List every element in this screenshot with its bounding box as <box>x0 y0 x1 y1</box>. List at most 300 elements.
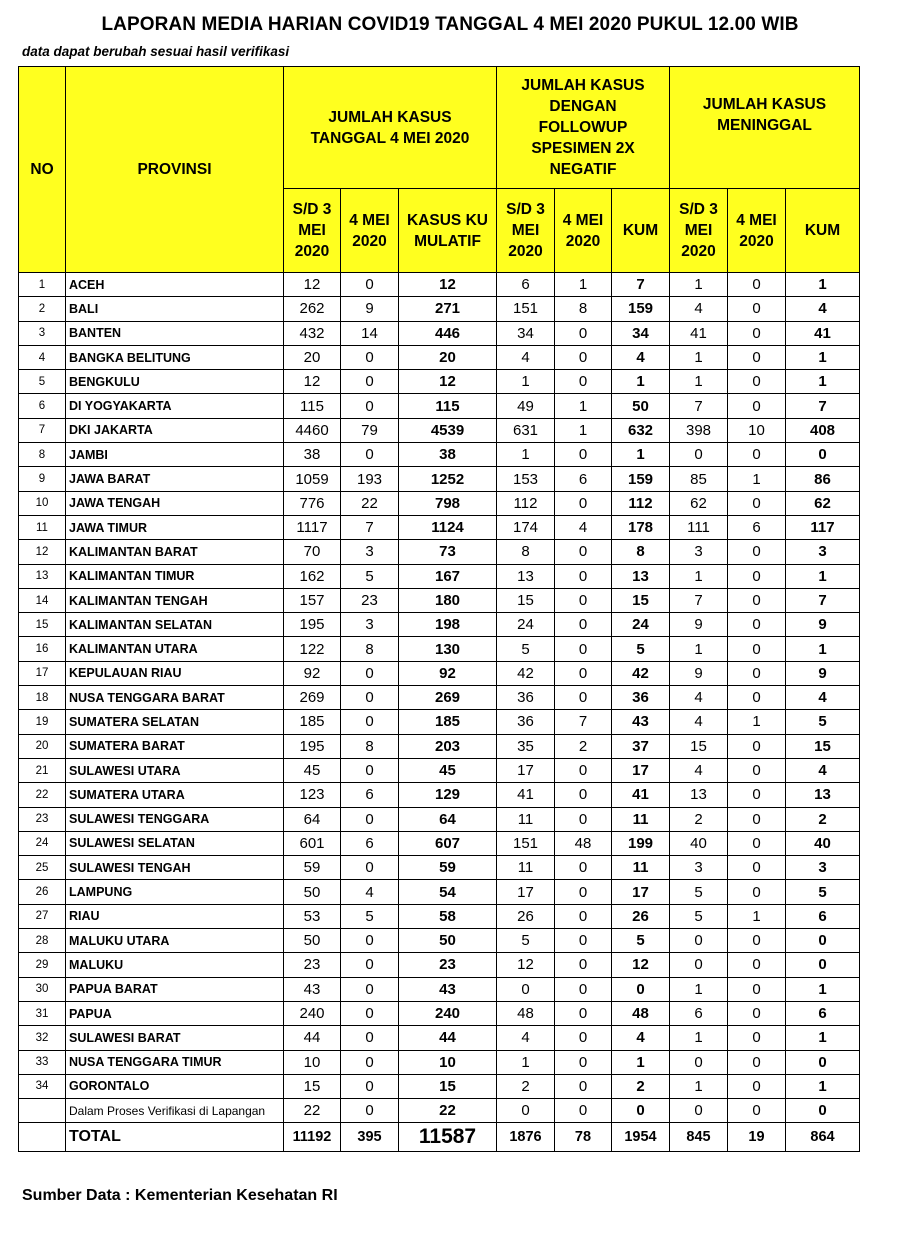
value-cell: 5 <box>670 904 728 928</box>
value-cell: 15 <box>786 734 860 758</box>
value-cell: 0 <box>341 273 399 297</box>
value-cell: 11 <box>612 856 670 880</box>
value-cell: 86 <box>786 467 860 491</box>
covid-report-table <box>18 66 860 1152</box>
value-cell: 23 <box>341 588 399 612</box>
value-cell: 0 <box>728 1074 786 1098</box>
value-cell: 632 <box>612 418 670 442</box>
header-mei4-deaths: 4 MEI 2020 <box>728 189 786 273</box>
subtitle-note: data dapat berubah sesuai hasil verifikasi <box>22 44 290 59</box>
province-name: GORONTALO <box>66 1074 284 1098</box>
value-cell: 0 <box>728 540 786 564</box>
province-name: MALUKU <box>66 953 284 977</box>
value-cell: 1 <box>786 977 860 1001</box>
value-cell: 4 <box>497 1026 555 1050</box>
row-number: 5 <box>19 370 66 394</box>
value-cell: 0 <box>670 1099 728 1123</box>
value-cell: 0 <box>728 880 786 904</box>
value-cell: 4 <box>555 515 612 539</box>
value-cell: 0 <box>555 540 612 564</box>
value-cell: 17 <box>612 758 670 782</box>
value-cell: 0 <box>786 1099 860 1123</box>
value-cell: 1 <box>670 1074 728 1098</box>
value-cell: 42 <box>497 661 555 685</box>
header-provinsi: PROVINSI <box>66 67 284 273</box>
value-cell: 0 <box>555 1050 612 1074</box>
value-cell: 8 <box>497 540 555 564</box>
province-name: JAWA BARAT <box>66 467 284 491</box>
value-cell: 112 <box>497 491 555 515</box>
value-cell: 7 <box>786 394 860 418</box>
header-kumulatif-cases: KASUS KUMULATIF <box>399 189 497 273</box>
value-cell: 2 <box>555 734 612 758</box>
value-cell: 0 <box>728 1001 786 1025</box>
value-cell: 22 <box>341 491 399 515</box>
value-cell: 1 <box>670 345 728 369</box>
value-cell: 0 <box>670 929 728 953</box>
table-row <box>19 515 860 539</box>
value-cell: 198 <box>399 613 497 637</box>
table-row <box>19 491 860 515</box>
value-cell: 0 <box>555 807 612 831</box>
value-cell: 12 <box>497 953 555 977</box>
value-cell: 203 <box>399 734 497 758</box>
value-cell: 269 <box>399 686 497 710</box>
value-cell: 193 <box>341 467 399 491</box>
value-cell: 1 <box>670 564 728 588</box>
value-cell: 11 <box>612 807 670 831</box>
value-cell: 17 <box>612 880 670 904</box>
value-cell: 0 <box>728 783 786 807</box>
header-no: NO <box>19 67 66 273</box>
value-cell: 36 <box>612 686 670 710</box>
province-name: BALI <box>66 297 284 321</box>
value-cell: 180 <box>399 588 497 612</box>
value-cell: 174 <box>497 515 555 539</box>
value-cell: 40 <box>786 831 860 855</box>
value-cell: 64 <box>284 807 341 831</box>
table-row <box>19 661 860 685</box>
table-row <box>19 1026 860 1050</box>
value-cell: 0 <box>786 929 860 953</box>
row-number: 30 <box>19 977 66 1001</box>
value-cell: 0 <box>555 929 612 953</box>
row-number: 2 <box>19 297 66 321</box>
value-cell: 4 <box>612 345 670 369</box>
value-cell: 4 <box>670 758 728 782</box>
value-cell: 1 <box>786 637 860 661</box>
value-cell: 38 <box>284 443 341 467</box>
value-cell: 0 <box>728 491 786 515</box>
value-cell: 0 <box>497 977 555 1001</box>
value-cell: 0 <box>341 977 399 1001</box>
province-name: ACEH <box>66 273 284 297</box>
value-cell: 1 <box>670 273 728 297</box>
total-label: TOTAL <box>66 1123 284 1152</box>
value-cell: 195 <box>284 613 341 637</box>
value-cell: 0 <box>728 661 786 685</box>
value-cell: 4 <box>497 345 555 369</box>
value-cell: 398 <box>670 418 728 442</box>
value-cell: 6 <box>555 467 612 491</box>
value-cell: 0 <box>728 1026 786 1050</box>
value-cell: 0 <box>670 443 728 467</box>
value-cell: 4 <box>670 686 728 710</box>
value-cell: 10 <box>399 1050 497 1074</box>
value-cell: 8 <box>555 297 612 321</box>
value-cell: 0 <box>341 710 399 734</box>
value-cell: 159 <box>612 467 670 491</box>
table-row <box>19 880 860 904</box>
table-row <box>19 977 860 1001</box>
value-cell: 22 <box>399 1099 497 1123</box>
value-cell: 1 <box>670 1026 728 1050</box>
value-cell: 1 <box>728 710 786 734</box>
value-cell: 0 <box>341 929 399 953</box>
value-cell: 85 <box>670 467 728 491</box>
value-cell: 10 <box>728 418 786 442</box>
value-cell: 50 <box>284 880 341 904</box>
province-name: SULAWESI TENGAH <box>66 856 284 880</box>
value-cell: 0 <box>341 1001 399 1025</box>
row-number: 6 <box>19 394 66 418</box>
province-name: DKI JAKARTA <box>66 418 284 442</box>
province-name: PAPUA BARAT <box>66 977 284 1001</box>
value-cell: 13 <box>670 783 728 807</box>
value-cell: 14 <box>341 321 399 345</box>
value-cell: 1 <box>786 564 860 588</box>
row-number: 16 <box>19 637 66 661</box>
value-cell: 0 <box>341 370 399 394</box>
value-cell: 42 <box>612 661 670 685</box>
value-cell: 1059 <box>284 467 341 491</box>
value-cell: 92 <box>399 661 497 685</box>
value-cell: 0 <box>555 758 612 782</box>
value-cell: 36 <box>497 686 555 710</box>
value-cell: 607 <box>399 831 497 855</box>
value-cell: 48 <box>555 831 612 855</box>
value-cell: 1 <box>670 370 728 394</box>
table-row <box>19 856 860 880</box>
value-cell: 23 <box>284 953 341 977</box>
value-cell: 0 <box>728 637 786 661</box>
total-value: 1954 <box>612 1123 670 1152</box>
value-cell: 20 <box>399 345 497 369</box>
value-cell: 0 <box>728 929 786 953</box>
value-cell: 0 <box>728 686 786 710</box>
value-cell: 0 <box>728 564 786 588</box>
value-cell: 7 <box>555 710 612 734</box>
row-number: 21 <box>19 758 66 782</box>
table-row <box>19 783 860 807</box>
table-row <box>19 418 860 442</box>
value-cell: 4460 <box>284 418 341 442</box>
value-cell: 0 <box>786 443 860 467</box>
row-number: 23 <box>19 807 66 831</box>
table-row <box>19 1074 860 1098</box>
table-row <box>19 564 860 588</box>
value-cell: 0 <box>555 1099 612 1123</box>
value-cell: 2 <box>670 807 728 831</box>
value-cell: 15 <box>612 588 670 612</box>
value-cell: 12 <box>612 953 670 977</box>
value-cell: 5 <box>670 880 728 904</box>
header-group-deaths: JUMLAH KASUS MENINGGAL <box>670 67 860 189</box>
value-cell: 153 <box>497 467 555 491</box>
value-cell: 1 <box>497 443 555 467</box>
header-mei4-followup: 4 MEI 2020 <box>555 189 612 273</box>
value-cell: 8 <box>612 540 670 564</box>
value-cell: 0 <box>670 1050 728 1074</box>
table-row <box>19 904 860 928</box>
value-cell: 3 <box>670 856 728 880</box>
value-cell: 22 <box>284 1099 341 1123</box>
row-number: 19 <box>19 710 66 734</box>
row-number: 24 <box>19 831 66 855</box>
value-cell: 1 <box>555 394 612 418</box>
value-cell: 0 <box>555 880 612 904</box>
value-cell: 0 <box>728 321 786 345</box>
row-number: 17 <box>19 661 66 685</box>
value-cell: 15 <box>497 588 555 612</box>
value-cell: 7 <box>670 394 728 418</box>
value-cell: 2 <box>497 1074 555 1098</box>
row-number: 29 <box>19 953 66 977</box>
value-cell: 50 <box>399 929 497 953</box>
value-cell: 1 <box>728 467 786 491</box>
value-cell: 0 <box>728 977 786 1001</box>
row-number: 28 <box>19 929 66 953</box>
value-cell: 1 <box>786 273 860 297</box>
value-cell: 9 <box>786 661 860 685</box>
value-cell: 1 <box>786 1026 860 1050</box>
value-cell: 5 <box>497 637 555 661</box>
value-cell: 12 <box>399 273 497 297</box>
value-cell: 178 <box>612 515 670 539</box>
value-cell: 123 <box>284 783 341 807</box>
row-number: 26 <box>19 880 66 904</box>
header-mei4-cases: 4 MEI 2020 <box>341 189 399 273</box>
value-cell: 157 <box>284 588 341 612</box>
table-row <box>19 297 860 321</box>
value-cell: 6 <box>786 904 860 928</box>
value-cell: 53 <box>284 904 341 928</box>
value-cell: 0 <box>555 686 612 710</box>
header-kum-followup: KUM <box>612 189 670 273</box>
table-row <box>19 540 860 564</box>
value-cell: 0 <box>341 807 399 831</box>
value-cell: 5 <box>612 929 670 953</box>
value-cell: 35 <box>497 734 555 758</box>
province-name: RIAU <box>66 904 284 928</box>
value-cell: 11 <box>497 807 555 831</box>
row-number: 11 <box>19 515 66 539</box>
value-cell: 54 <box>399 880 497 904</box>
total-value: 864 <box>786 1123 860 1152</box>
value-cell: 17 <box>497 758 555 782</box>
value-cell: 4 <box>341 880 399 904</box>
province-name: MALUKU UTARA <box>66 929 284 953</box>
value-cell: 34 <box>612 321 670 345</box>
value-cell: 7 <box>341 515 399 539</box>
row-number: 3 <box>19 321 66 345</box>
value-cell: 601 <box>284 831 341 855</box>
value-cell: 5 <box>341 564 399 588</box>
row-number <box>19 1099 66 1123</box>
value-cell: 45 <box>284 758 341 782</box>
value-cell: 117 <box>786 515 860 539</box>
value-cell: 26 <box>612 904 670 928</box>
total-value: 1876 <box>497 1123 555 1152</box>
value-cell: 17 <box>497 880 555 904</box>
value-cell: 23 <box>399 953 497 977</box>
value-cell: 70 <box>284 540 341 564</box>
value-cell: 0 <box>670 953 728 977</box>
row-number: 31 <box>19 1001 66 1025</box>
value-cell: 4 <box>786 297 860 321</box>
value-cell: 6 <box>341 783 399 807</box>
value-cell: 4 <box>786 758 860 782</box>
value-cell: 0 <box>786 1050 860 1074</box>
value-cell: 151 <box>497 831 555 855</box>
province-name: BANTEN <box>66 321 284 345</box>
value-cell: 159 <box>612 297 670 321</box>
value-cell: 0 <box>555 783 612 807</box>
value-cell: 0 <box>728 953 786 977</box>
header-group-followup: JUMLAH KASUS DENGAN FOLLOWUP SPESIMEN 2X NEGATIF <box>497 67 670 189</box>
table-row <box>19 686 860 710</box>
province-name: BENGKULU <box>66 370 284 394</box>
value-cell: 0 <box>555 613 612 637</box>
header-kum-deaths: KUM <box>786 189 860 273</box>
value-cell: 12 <box>399 370 497 394</box>
value-cell: 776 <box>284 491 341 515</box>
value-cell: 43 <box>399 977 497 1001</box>
value-cell: 0 <box>555 1001 612 1025</box>
value-cell: 1 <box>555 273 612 297</box>
value-cell: 112 <box>612 491 670 515</box>
province-name: SUMATERA SELATAN <box>66 710 284 734</box>
value-cell: 12 <box>284 370 341 394</box>
value-cell: 4 <box>786 686 860 710</box>
province-name: NUSA TENGGARA TIMUR <box>66 1050 284 1074</box>
value-cell: 0 <box>728 345 786 369</box>
value-cell: 12 <box>284 273 341 297</box>
province-name: KALIMANTAN TIMUR <box>66 564 284 588</box>
province-name: BANGKA BELITUNG <box>66 345 284 369</box>
total-value: 78 <box>555 1123 612 1152</box>
value-cell: 0 <box>555 904 612 928</box>
province-name: SULAWESI SELATAN <box>66 831 284 855</box>
value-cell: 129 <box>399 783 497 807</box>
value-cell: 0 <box>555 977 612 1001</box>
value-cell: 151 <box>497 297 555 321</box>
value-cell: 59 <box>284 856 341 880</box>
value-cell: 5 <box>786 710 860 734</box>
value-cell: 0 <box>341 345 399 369</box>
value-cell: 115 <box>284 394 341 418</box>
value-cell: 62 <box>670 491 728 515</box>
row-number: 33 <box>19 1050 66 1074</box>
value-cell: 122 <box>284 637 341 661</box>
table-row <box>19 637 860 661</box>
value-cell: 58 <box>399 904 497 928</box>
total-value: 11192 <box>284 1123 341 1152</box>
value-cell: 1 <box>555 418 612 442</box>
row-number: 32 <box>19 1026 66 1050</box>
value-cell: 0 <box>555 564 612 588</box>
value-cell: 13 <box>497 564 555 588</box>
value-cell: 1 <box>786 370 860 394</box>
value-cell: 9 <box>670 661 728 685</box>
value-cell: 0 <box>555 491 612 515</box>
value-cell: 3 <box>670 540 728 564</box>
province-name: NUSA TENGGARA BARAT <box>66 686 284 710</box>
value-cell: 185 <box>284 710 341 734</box>
header-sd3-deaths: S/D 3 MEI 2020 <box>670 189 728 273</box>
province-name: SULAWESI UTARA <box>66 758 284 782</box>
value-cell: 41 <box>612 783 670 807</box>
value-cell: 62 <box>786 491 860 515</box>
value-cell: 6 <box>728 515 786 539</box>
value-cell: 115 <box>399 394 497 418</box>
row-number: 34 <box>19 1074 66 1098</box>
table-row <box>19 807 860 831</box>
value-cell: 271 <box>399 297 497 321</box>
value-cell: 38 <box>399 443 497 467</box>
province-name: KALIMANTAN SELATAN <box>66 613 284 637</box>
value-cell: 1124 <box>399 515 497 539</box>
value-cell: 0 <box>728 1050 786 1074</box>
table-row <box>19 1050 860 1074</box>
value-cell: 15 <box>284 1074 341 1098</box>
header-sd3-cases: S/D 3 MEI 2020 <box>284 189 341 273</box>
value-cell: 15 <box>670 734 728 758</box>
value-cell: 631 <box>497 418 555 442</box>
value-cell: 0 <box>728 831 786 855</box>
table-row <box>19 321 860 345</box>
value-cell: 44 <box>284 1026 341 1050</box>
value-cell: 4 <box>670 710 728 734</box>
value-cell: 5 <box>612 637 670 661</box>
value-cell: 195 <box>284 734 341 758</box>
value-cell: 0 <box>555 637 612 661</box>
value-cell: 0 <box>728 394 786 418</box>
value-cell: 1 <box>786 1074 860 1098</box>
value-cell: 0 <box>341 1026 399 1050</box>
table-row <box>19 443 860 467</box>
value-cell: 6 <box>786 1001 860 1025</box>
value-cell: 11 <box>497 856 555 880</box>
value-cell: 50 <box>284 929 341 953</box>
value-cell: 41 <box>497 783 555 807</box>
table-row <box>19 929 860 953</box>
table-row <box>19 370 860 394</box>
value-cell: 1 <box>497 370 555 394</box>
table-row <box>19 1099 860 1123</box>
value-cell: 5 <box>341 904 399 928</box>
value-cell: 5 <box>497 929 555 953</box>
value-cell: 0 <box>728 856 786 880</box>
value-cell: 1 <box>670 977 728 1001</box>
value-cell: 10 <box>284 1050 341 1074</box>
value-cell: 43 <box>284 977 341 1001</box>
province-name: DI YOGYAKARTA <box>66 394 284 418</box>
value-cell: 4 <box>670 297 728 321</box>
row-number: 10 <box>19 491 66 515</box>
table-row <box>19 710 860 734</box>
value-cell: 0 <box>728 1099 786 1123</box>
